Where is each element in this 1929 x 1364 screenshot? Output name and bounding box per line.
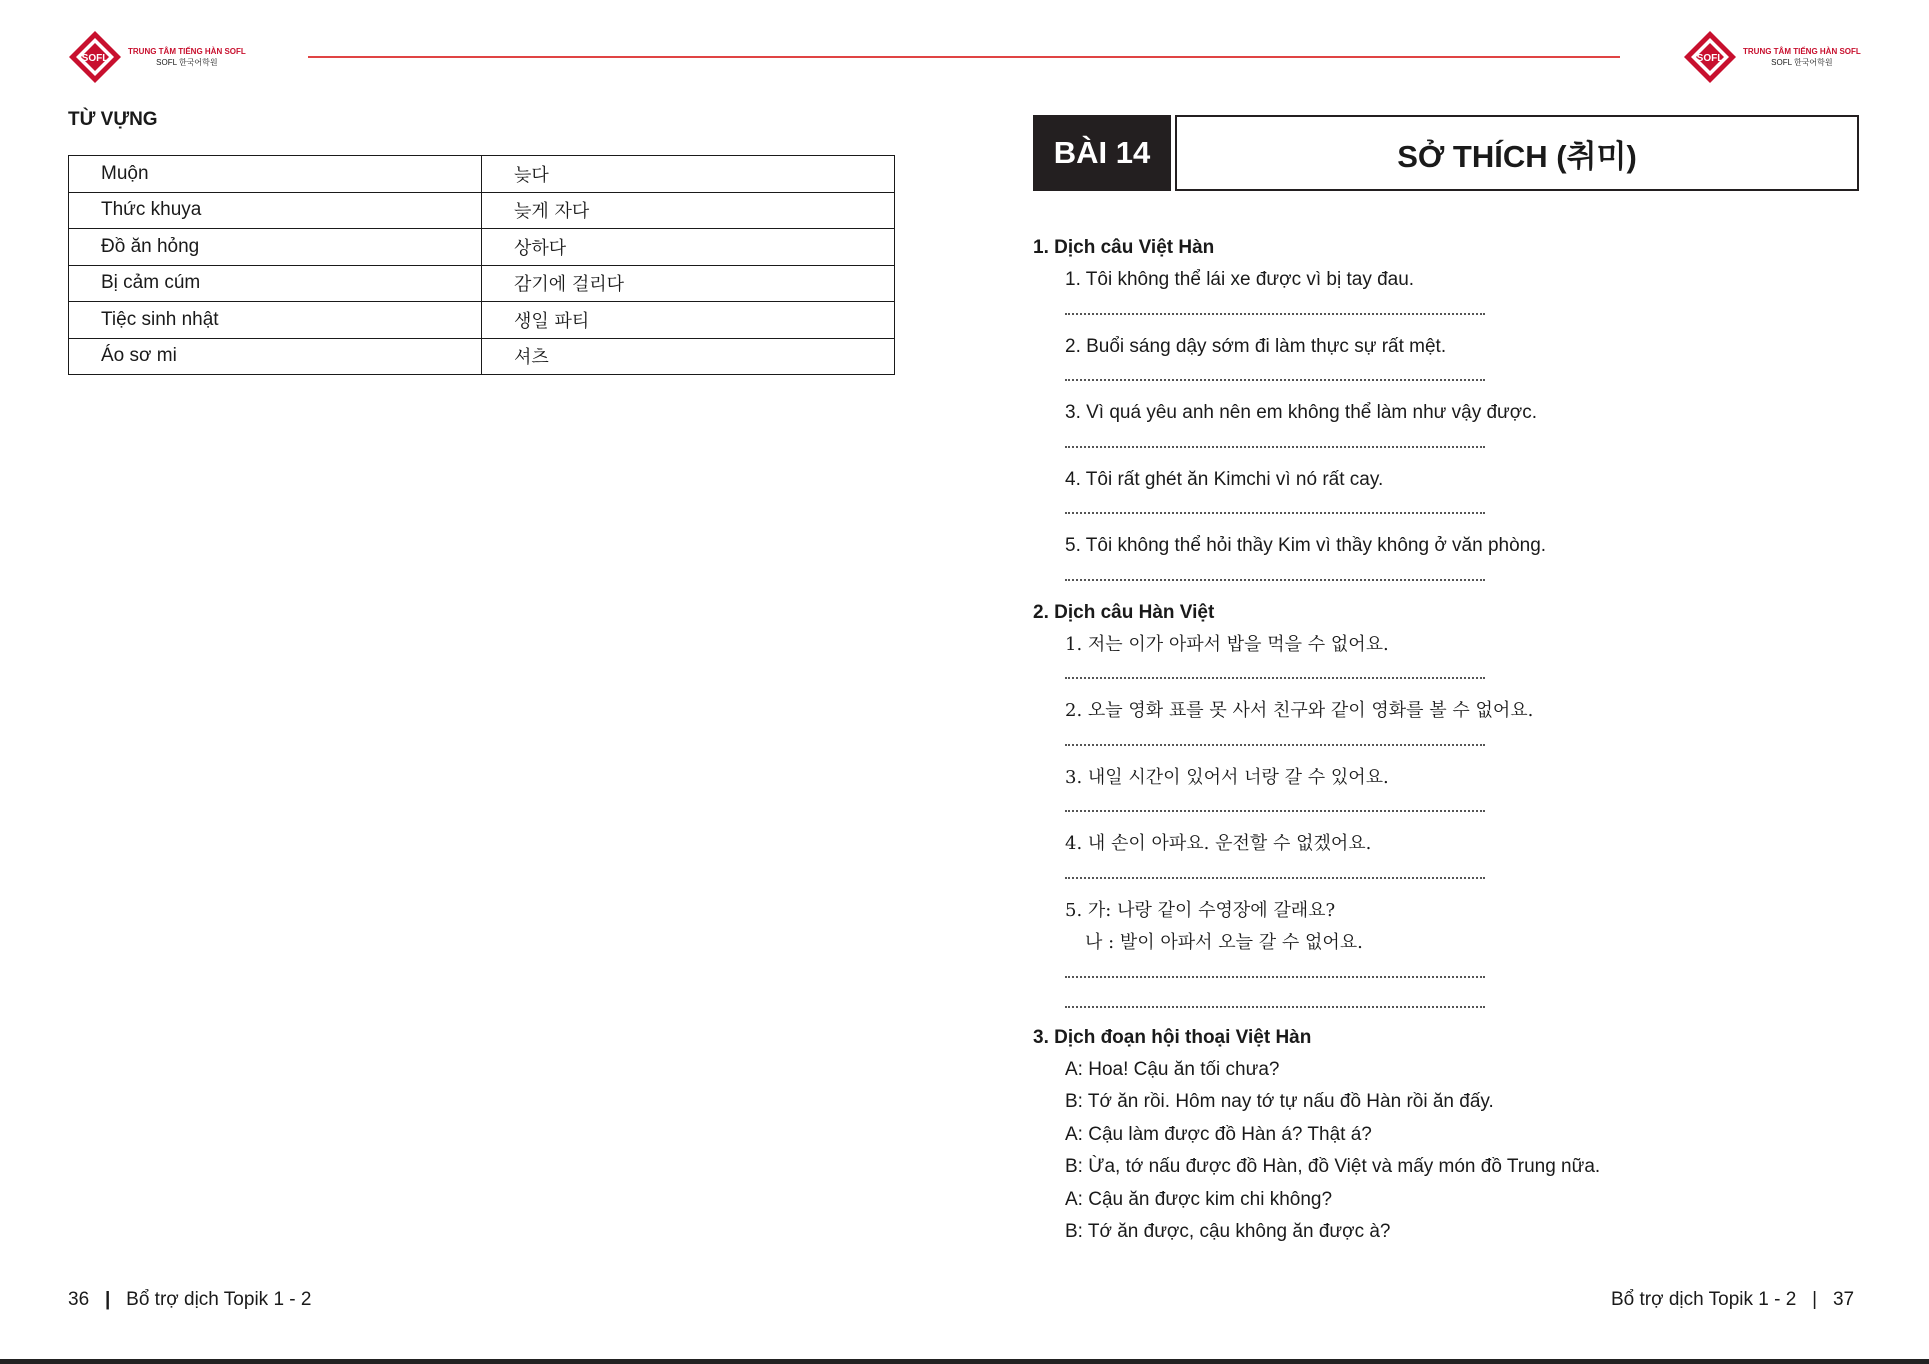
answer-line (1065, 960, 1485, 978)
dialog-line: A: Hoa! Cậu ăn tối chưa? (1065, 1058, 1280, 1080)
exercise-item: 2. Buổi sáng dậy sớm đi làm thực sự rất mệt. (1065, 335, 1447, 357)
vocab-ko: 셔츠 (482, 338, 895, 375)
vocab-ko: 늦게 자다 (482, 192, 895, 229)
exercise-item: 1. Tôi không thể lái xe được vì bị tay đau. (1065, 269, 1415, 290)
logo-name: TRUNG TÂM TIẾNG HÀN SOFL (128, 47, 246, 56)
vocab-ko: 생일 파티 (482, 302, 895, 339)
dialog-line: A: Cậu ăn được kim chi không? (1065, 1188, 1333, 1210)
svg-text:SOFL: SOFL (81, 53, 109, 64)
vocab-section-title: TỪ VỰNG (68, 109, 158, 130)
lesson-title: SỞ THÍCH (취미) (1175, 115, 1859, 191)
part-title: 2. Dịch câu Hàn Việt (1033, 601, 1215, 623)
exercise-item-reply: 나 : 발이 아파서 오늘 갈 수 없어요. (1085, 932, 1363, 953)
dialog-line: B: Tớ ăn rồi. Hôm nay tớ tự nấu đồ Hàn rồi ăn đấy. (1065, 1091, 1494, 1112)
vocab-ko: 상하다 (482, 229, 895, 266)
answer-line (1065, 430, 1485, 448)
dialog-line: A: Cậu làm được đồ Hàn á? Thật á? (1065, 1123, 1372, 1145)
exercise-item: 1. 저는 이가 아파서 밥을 먹을 수 없어요. (1065, 633, 1389, 655)
exercise-column (1033, 232, 1859, 1249)
logo-right (1683, 30, 1861, 84)
vocab-table (68, 155, 895, 375)
table-row (69, 156, 895, 193)
page-number: 37 (1832, 1289, 1855, 1310)
answer-line (1065, 563, 1485, 581)
exercise-item: 2. 오늘 영화 표를 못 사서 친구와 같이 영화를 볼 수 없어요. (1065, 700, 1534, 721)
answer-line (1065, 297, 1485, 315)
sofl-logo-icon (1683, 30, 1737, 84)
answer-line (1065, 990, 1485, 1008)
page-number: 36 (68, 1289, 90, 1310)
table-row (69, 229, 895, 266)
answer-line (1065, 728, 1485, 746)
answer-line (1065, 861, 1485, 879)
vocab-vi: Đồ ăn hỏng (69, 229, 482, 266)
answer-line (1065, 794, 1485, 812)
svg-text:SOFL: SOFL (1696, 53, 1724, 64)
logo-sub: SOFL 한국어학원 (156, 58, 218, 67)
answer-line (1065, 496, 1485, 514)
book-title: Bổ trợ dịch Topik 1 - 2 (1611, 1289, 1797, 1310)
vocab-vi: Muộn (69, 156, 482, 193)
footer-separator: | (104, 1289, 111, 1310)
vocab-vi: Tiệc sinh nhật (69, 302, 482, 339)
logo-sub: SOFL 한국어학원 (1771, 58, 1833, 67)
vocab-ko: 늦다 (482, 156, 895, 193)
dialog-line: B: Ừa, tớ nấu được đồ Hàn, đồ Việt và mấy món đồ Trung nữa. (1065, 1156, 1601, 1177)
table-row (69, 302, 895, 339)
exercise-item: 3. Vì quá yêu anh nên em không thể làm như vậy được. (1065, 402, 1538, 423)
vocab-vi: Thức khuya (69, 192, 482, 229)
vocab-vi: Áo sơ mi (69, 338, 482, 375)
header-divider (308, 56, 1620, 58)
logo-name: TRUNG TÂM TIẾNG HÀN SOFL (1743, 47, 1861, 56)
logo-left (68, 30, 246, 84)
answer-line (1065, 363, 1485, 381)
part-title: 3. Dịch đoạn hội thoại Việt Hàn (1033, 1026, 1312, 1048)
exercise-item: 5. 가: 나랑 같이 수영장에 갈래요? (1065, 899, 1336, 921)
sofl-logo-icon (68, 30, 122, 84)
dialog-line: B: Tớ ăn được, cậu không ăn được à? (1065, 1221, 1391, 1242)
lesson-header (1033, 115, 1859, 191)
vocab-vi: Bị cảm cúm (69, 265, 482, 302)
part-title: 1. Dịch câu Việt Hàn (1033, 237, 1215, 258)
table-row (69, 338, 895, 375)
footer-separator: | (1812, 1289, 1818, 1310)
vocab-ko: 감기에 걸리다 (482, 265, 895, 302)
footer-left (68, 1289, 311, 1311)
book-title: Bổ trợ dịch Topik 1 - 2 (126, 1289, 312, 1310)
lesson-number: BÀI 14 (1033, 115, 1171, 191)
exercise-item: 5. Tôi không thể hỏi thầy Kim vì thầy không ở văn phòng. (1065, 535, 1547, 556)
table-row (69, 265, 895, 302)
answer-line (1065, 661, 1485, 679)
footer-right (1611, 1289, 1854, 1311)
bottom-border (0, 1359, 1929, 1364)
exercise-item: 3. 내일 시간이 있어서 너랑 갈 수 있어요. (1065, 766, 1389, 788)
exercise-item: 4. 내 손이 아파요. 운전할 수 없겠어요. (1065, 833, 1372, 854)
table-row (69, 192, 895, 229)
exercise-item: 4. Tôi rất ghét ăn Kimchi vì nó rất cay. (1065, 468, 1384, 490)
